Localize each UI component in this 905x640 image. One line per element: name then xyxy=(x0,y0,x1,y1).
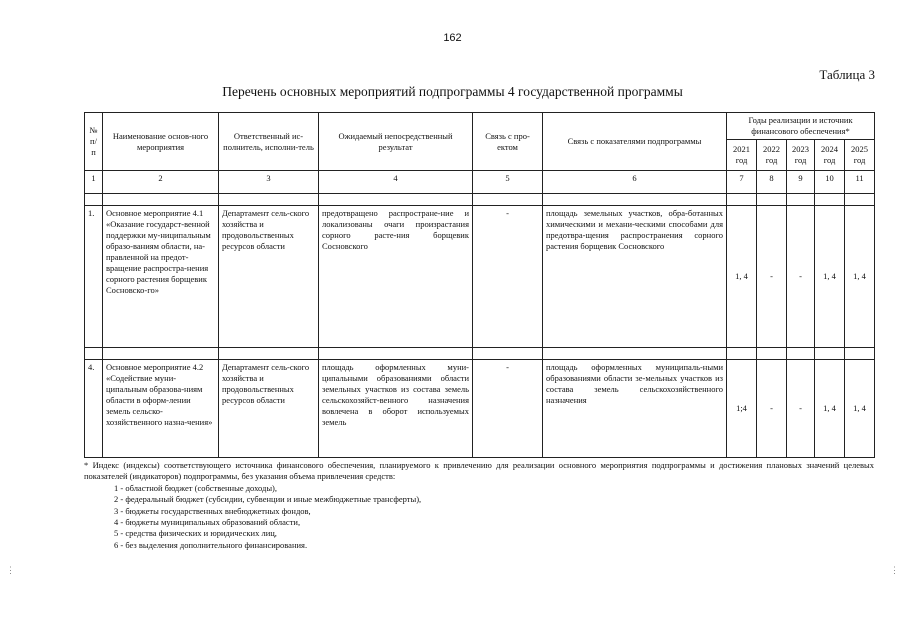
footnote xyxy=(84,460,874,551)
footnote-intro: * Индекс (индексы) соответствующего источника финансового обеспечения, планируемого к привлечению для реализации основного мероприятия подпрограммы и достижения плановых значений целевых показателей (индикаторов) подпрограммы, без указания объема привлечения средств: xyxy=(84,460,874,482)
header-responsible: Ответственный ис-полнитель, исполни-тель xyxy=(219,113,319,171)
column-number: 8 xyxy=(757,171,787,194)
row-year-2023: - xyxy=(787,206,815,348)
column-number: 11 xyxy=(845,171,875,194)
header-year-2025: 2025 год xyxy=(845,140,875,171)
column-number-row xyxy=(85,171,875,194)
row-year-2024: 1, 4 xyxy=(815,206,845,348)
column-number: 3 xyxy=(219,171,319,194)
header-result: Ожидаемый непосредственный результат xyxy=(319,113,473,171)
header-link-indicators: Связь с показателями подпрограммы xyxy=(543,113,727,171)
header-num: № п/п xyxy=(85,113,103,171)
column-number: 2 xyxy=(103,171,219,194)
row-result: площадь оформленных муни-ципальными образованиями области земельных участков из состава земель сельскохозяйст-венного назначения вовлечена в оборот используемых земель xyxy=(319,360,473,458)
document-title: Перечень основных мероприятий подпрограммы 4 государственной программы xyxy=(222,84,683,99)
spacer-row xyxy=(85,194,875,206)
header-year-2021: 2021 год xyxy=(727,140,757,171)
scan-edge-mark-left: ⋮ xyxy=(6,565,15,575)
table-row xyxy=(85,360,875,458)
row-year-2022: - xyxy=(757,360,787,458)
footnote-item: 4 - бюджеты муниципальных образований области, xyxy=(114,517,301,528)
page-number: 162 xyxy=(443,32,462,44)
row-responsible: Департамент сель-ского хозяйства и продовольственных ресурсов области xyxy=(219,360,319,458)
header-year-2023: 2023 год xyxy=(787,140,815,171)
header-row xyxy=(85,113,875,140)
table-label: Таблица 3 xyxy=(819,67,875,82)
row-link-program: - xyxy=(473,360,543,458)
footnote-item: 6 - без выделения дополнительного финансирования. xyxy=(114,539,308,550)
footnote-item: 3 - бюджеты государственных внебюджетных фондов, xyxy=(114,505,311,516)
table-row xyxy=(85,206,875,348)
row-name: Основное мероприятие 4.1 «Оказание государст-венной поддержки му-ниципальным образо-ваниям области, на-правленной на предот-вращение распростра-нения сорного растения борщевик Сосновско-го» xyxy=(103,206,219,348)
footnote-item: 5 - средства физических и юридических лиц, xyxy=(114,528,277,539)
header-name: Наименование основ-ного мероприятия xyxy=(103,113,219,171)
row-year-2021: 1;4 xyxy=(727,360,757,458)
row-year-2022: - xyxy=(757,206,787,348)
header-years-group: Годы реализации и источник финансового обеспечения* xyxy=(727,113,875,140)
column-number: 4 xyxy=(319,171,473,194)
row-link-program: - xyxy=(473,206,543,348)
row-year-2021: 1, 4 xyxy=(727,206,757,348)
column-number: 7 xyxy=(727,171,757,194)
row-result: предотвращено распростране-ние и локализованы очаги произрастания сорного расте-ния борщевик Сосновского xyxy=(319,206,473,348)
column-number: 5 xyxy=(473,171,543,194)
header-link-program: Связь с про-ектом xyxy=(473,113,543,171)
header-year-2022: 2022 год xyxy=(757,140,787,171)
row-year-2025: 1, 4 xyxy=(845,360,875,458)
column-number: 9 xyxy=(787,171,815,194)
column-number: 6 xyxy=(543,171,727,194)
scan-edge-mark-right: ⋮ xyxy=(890,565,899,575)
row-year-2025: 1, 4 xyxy=(845,206,875,348)
row-num: 1. xyxy=(85,206,103,348)
column-number: 10 xyxy=(815,171,845,194)
row-responsible: Департамент сель-ского хозяйства и продовольственных ресурсов области xyxy=(219,206,319,348)
column-number: 1 xyxy=(85,171,103,194)
row-link-indicators: площадь земельных участков, обра-ботанных химическими и механи-ческими способами для предотвра-щения распространения сорного растения борщевик Сосновского xyxy=(543,206,727,348)
header-year-2024: 2024 год xyxy=(815,140,845,171)
spacer-row xyxy=(85,348,875,360)
row-link-indicators: площадь оформленных муниципаль-ными образованиями области зе-мельных участков из состава земель сельскохозяйственного назначения xyxy=(543,360,727,458)
footnote-item: 1 - областной бюджет (собственные доходы), xyxy=(114,482,278,493)
row-year-2023: - xyxy=(787,360,815,458)
activities-table xyxy=(84,112,875,458)
row-num: 4. xyxy=(85,360,103,458)
row-year-2024: 1, 4 xyxy=(815,360,845,458)
footnote-item: 2 - федеральный бюджет (субсидии, субвенции и иные межбюджетные трансферты), xyxy=(114,494,422,505)
row-name: Основное мероприятие 4.2 «Содействие муни-ципальным образова-ниям области в оформ-лении земель сельско-хозяйственного назна-чения» xyxy=(103,360,219,458)
footnote-items xyxy=(114,483,874,551)
